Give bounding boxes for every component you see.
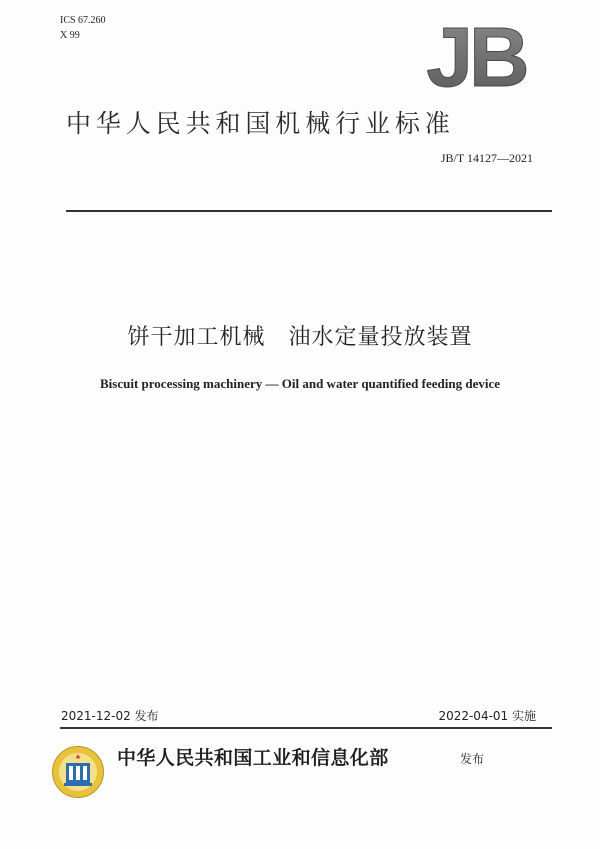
document-title-chinese: 饼干加工机械 油水定量投放装置 (127, 325, 473, 350)
issue-date: 2021-12-02 发布 (61, 709, 159, 723)
classification-block (60, 13, 106, 43)
ics-code: ICS 67.260 (60, 15, 106, 26)
publish-label: 发布 (460, 752, 485, 766)
classification-code: X 99 (60, 30, 80, 41)
document-title-english: Biscuit processing machinery — Oil and water quantified feeding device (100, 376, 500, 391)
top-divider (66, 210, 552, 212)
standard-category-title: 中华人民共和国机械行业标准 (66, 109, 455, 138)
bottom-divider (60, 727, 552, 729)
jb-logo-text: JB (426, 20, 526, 92)
ministry-emblem-icon (51, 745, 105, 799)
jb-logo (420, 20, 532, 92)
publisher-name: 中华人民共和国工业和信息化部 (117, 747, 389, 769)
standard-number: JB/T 14127—2021 (440, 151, 533, 165)
implementation-date: 2022-04-01 实施 (438, 709, 536, 723)
